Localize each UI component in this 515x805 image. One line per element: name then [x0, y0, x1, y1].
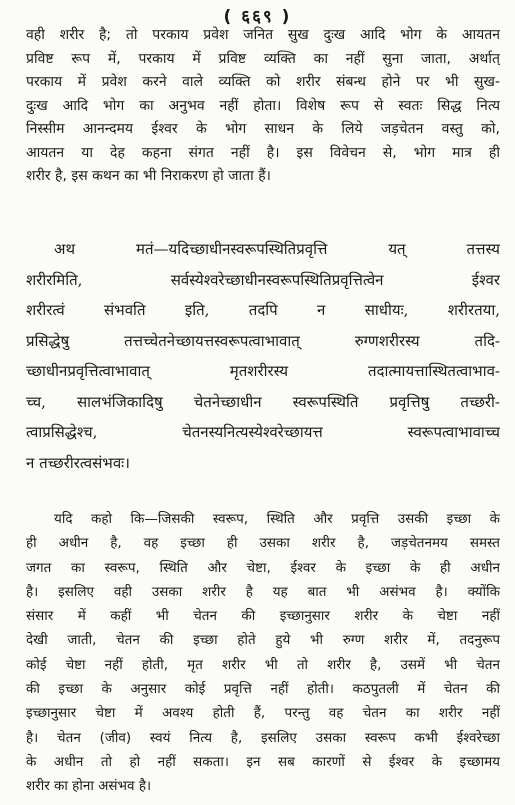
text-line: शरीरमिति, सर्वस्येश्वरेच्छाधीनस्वरूपस्थितिप्रवृत्तित्वेन ईश्वर — [26, 270, 500, 289]
text-line: संसार में कहीं भी चेतन की इच्छानुसार शरीर के चेष्टा नहीं — [26, 608, 500, 625]
text-line: शरीर है, इस कथन का भी निराकरण हो जाता हैं। — [26, 168, 271, 184]
text-line: देखी जाती, चेतन की इच्छा होते हुये भी रुग्ण शरीर में, तदनुरूप — [26, 632, 500, 649]
text-line: न तच्छरीरत्वसंभवः। — [26, 453, 130, 472]
text-line: शरीरत्वं संभवति इति, तदपि न साधीयः, शरीरतया, — [26, 301, 500, 319]
text-line: इच्छानुसार चेष्टा में अवश्य होती हैं, परन्तु वह चेतन का शरीर नहीं — [26, 705, 500, 722]
page-number: ( ६६९ ) — [223, 7, 292, 27]
text-line: है। चेतन (जीव) स्वयं नित्य है, इसलिए उसका स्वरूप कभी ईश्वरेच्छा — [26, 729, 500, 746]
paragraph-3 — [26, 507, 500, 799]
text-line: त्वाप्रसिद्धेश्च, चेतनस्यनित्यस्येश्वरेच्छायत्त स्वरूपत्वाभावाच्च — [26, 423, 500, 441]
paragraph-2-sanskrit — [26, 234, 500, 478]
text-line: प्रसिद्धेषु तत्तच्चेतनेच्छायत्तस्वरूपत्वाभावात् रुग्णशरीरस्य तदि- — [26, 331, 500, 350]
text-line: कोई चेष्टा नहीं होती, मृत शरीर भी तो शरीर है, उसमें भी चेतन — [26, 656, 500, 673]
text-line: दुःख आदि भोग का अनुभव नहीं होता। विशेष रूप से स्वतः सिद्ध नित्य — [26, 97, 500, 114]
text-line: है। इसलिए वही उसका शरीर है यह बात भी असंभव है। क्योंकि — [26, 583, 500, 600]
text-line: यदि कहो कि—जिसकी स्वरूप, स्थिति और प्रवृत्ति उसकी इच्छा के — [54, 511, 500, 527]
text-line: अथ मतं—यदिच्छाधीनस्वरूपस्थितिप्रवृत्ति यत् तत्तस्य — [54, 240, 500, 258]
text-line: वही शरीर है; तो परकाय प्रवेश जनित सुख दुःख आदि भोग के आयतन — [26, 27, 500, 43]
text-line: परकाय में प्रवेश करने वाले व्यक्ति को शरीर संबन्ध होने पर भी सुख- — [26, 74, 500, 90]
text-line: प्रविष्ट रूप में, परकाय में प्रविष्ट व्यक्ति का नहीं सुना जाता, अर्थात् — [26, 50, 500, 67]
text-line: जगत का स्वरूप, स्थिति और चेष्टा, ईश्वर के इच्छा के ही अधीन — [26, 559, 500, 576]
text-line: ही अधीन है, वह इच्छा ही उसका शरीर है, जड़चेतनमय समस्त — [26, 535, 500, 552]
text-line: शरीर का होना असंभव है। — [26, 778, 152, 795]
text-line: आयतन या देह कहना संगत नहीं है। इस विवेचन से, भोग मात्र ही — [26, 144, 500, 161]
text-line: च्च, सालभंजिकादिषु चेतनेच्छाधीन स्वरूपस्थिति प्रवृत्तिषु तच्छरी- — [26, 392, 500, 411]
text-line: के अधीन तो हो नहीं सकता। इन सब कारणों से ईश्वर के इच्छामय — [26, 753, 500, 770]
text-line: च्छाधीनप्रवृत्तित्वाभावात् मृतशरीरस्य तदात्मायत्तास्थितत्वाभाव- — [26, 362, 500, 380]
text-line: निस्सीम आनन्दमय ईश्वर के भोग साधन के लिये जड़चेतन वस्तु को, — [26, 121, 500, 137]
paragraph-1 — [26, 24, 500, 189]
text-line: की इच्छा के अनुसार कोई प्रवृत्ति नहीं होती। कठपुतली में चेतन की — [26, 681, 500, 698]
